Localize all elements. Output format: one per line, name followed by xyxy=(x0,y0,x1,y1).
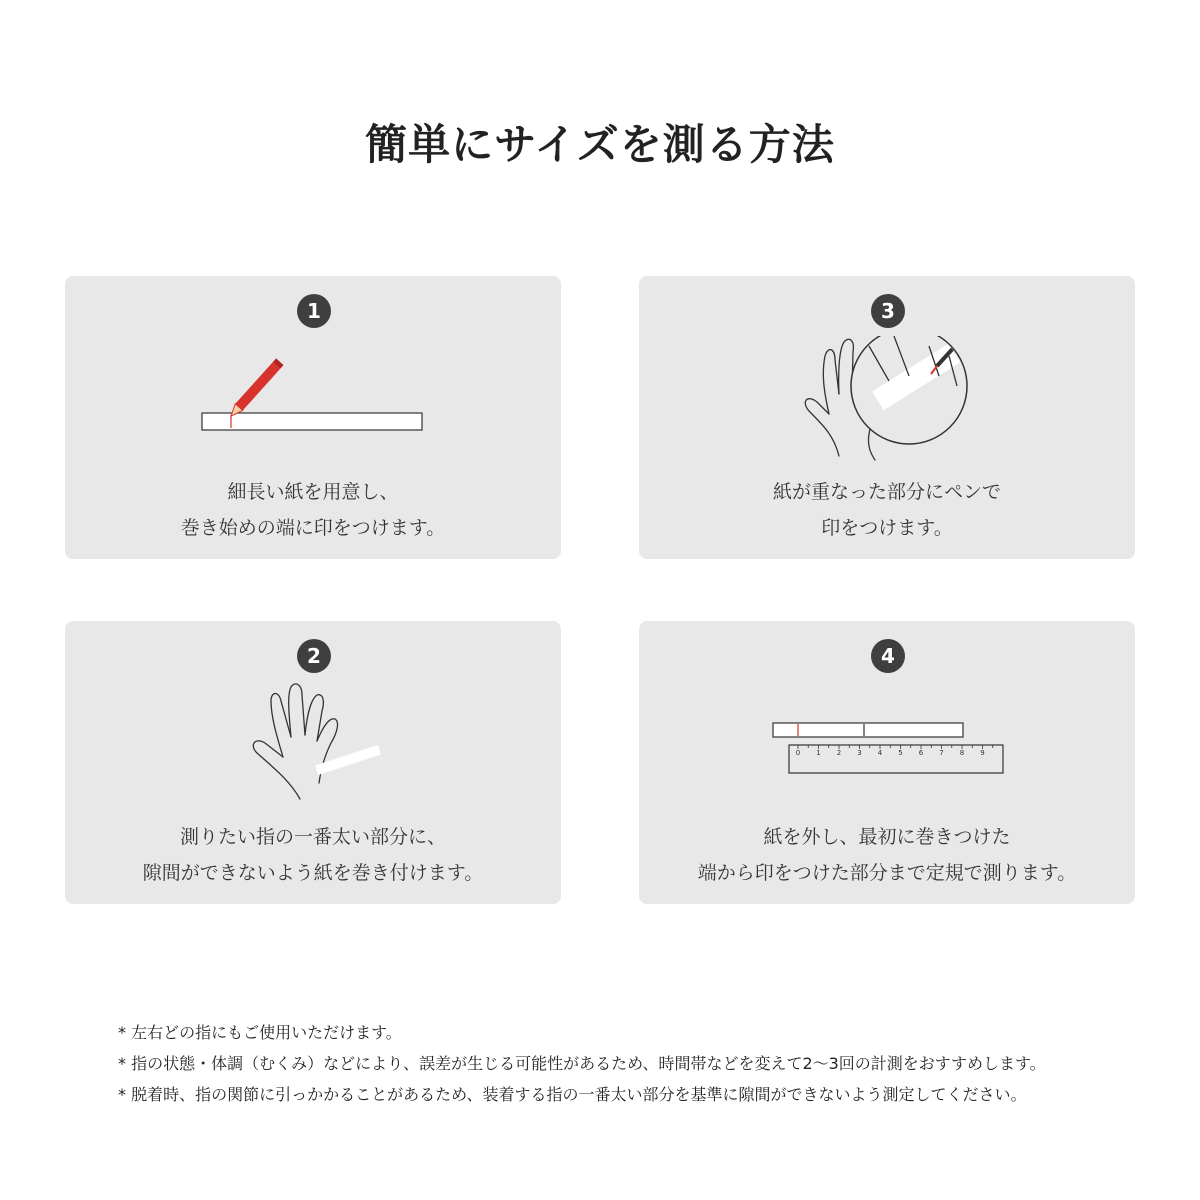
step-caption xyxy=(65,474,561,546)
step-number-badge: 3 xyxy=(871,294,905,328)
step-caption-line-1: 紙が重なった部分にペンで xyxy=(772,481,1001,503)
step-caption-line-2: 印をつけます。 xyxy=(821,517,953,539)
step-number-badge: 2 xyxy=(297,639,331,673)
step-card-3 xyxy=(639,276,1135,559)
paper-and-ruler-icon xyxy=(639,681,1135,811)
step-caption xyxy=(65,819,561,891)
step-number-badge: 1 xyxy=(297,294,331,328)
note-line: * 左右どの指にもご使用いただけます。 xyxy=(118,1023,402,1042)
ruler-tick-label: 1 xyxy=(816,749,821,757)
hand-wrapping-paper-icon xyxy=(65,681,561,811)
ruler-tick-label: 4 xyxy=(877,749,883,757)
note-line: * 脱着時、指の関節に引っかかることがあるため、装着する指の一番太い部分を基準に隙間ができないよう測定してください。 xyxy=(118,1085,1027,1104)
note-line: * 指の状態・体調（むくみ）などにより、誤差が生じる可能性があるため、時間帯などを変えて2〜3回の計測をおすすめします。 xyxy=(118,1054,1046,1073)
ruler-tick-label: 0 xyxy=(795,749,801,757)
step-caption-line-2: 巻き始めの端に印をつけます。 xyxy=(180,517,446,539)
step-card-1 xyxy=(65,276,561,559)
step-card-4 xyxy=(639,621,1135,904)
step-caption-line-1: 細長い紙を用意し、 xyxy=(227,481,399,503)
step-card-2 xyxy=(65,621,561,904)
paper-and-pencil-icon xyxy=(65,336,561,466)
step-caption-line-1: 紙を外し、最初に巻きつけた xyxy=(763,826,1011,848)
step-caption-line-2: 端から印をつけた部分まで定規で測ります。 xyxy=(697,862,1077,884)
step-caption xyxy=(639,474,1135,546)
step-caption-line-2: 隙間ができないよう紙を巻き付けます。 xyxy=(142,862,484,884)
page-title: 簡単にサイズを測る方法 xyxy=(365,120,835,169)
ruler-tick-label: 9 xyxy=(980,749,985,757)
step-caption-line-1: 測りたい指の一番太い部分に、 xyxy=(179,826,446,848)
ruler-tick-label: 6 xyxy=(918,749,924,757)
ruler-tick-label: 2 xyxy=(836,749,842,757)
ruler-tick-label: 8 xyxy=(959,749,965,757)
hand-marking-paper-icon xyxy=(639,336,1135,466)
ruler-tick-label: 3 xyxy=(857,749,862,757)
notes xyxy=(118,1017,1118,1110)
ruler-tick-label: 5 xyxy=(898,749,903,757)
step-caption xyxy=(639,819,1135,891)
ruler-tick-label: 7 xyxy=(939,749,944,757)
step-number-badge: 4 xyxy=(871,639,905,673)
